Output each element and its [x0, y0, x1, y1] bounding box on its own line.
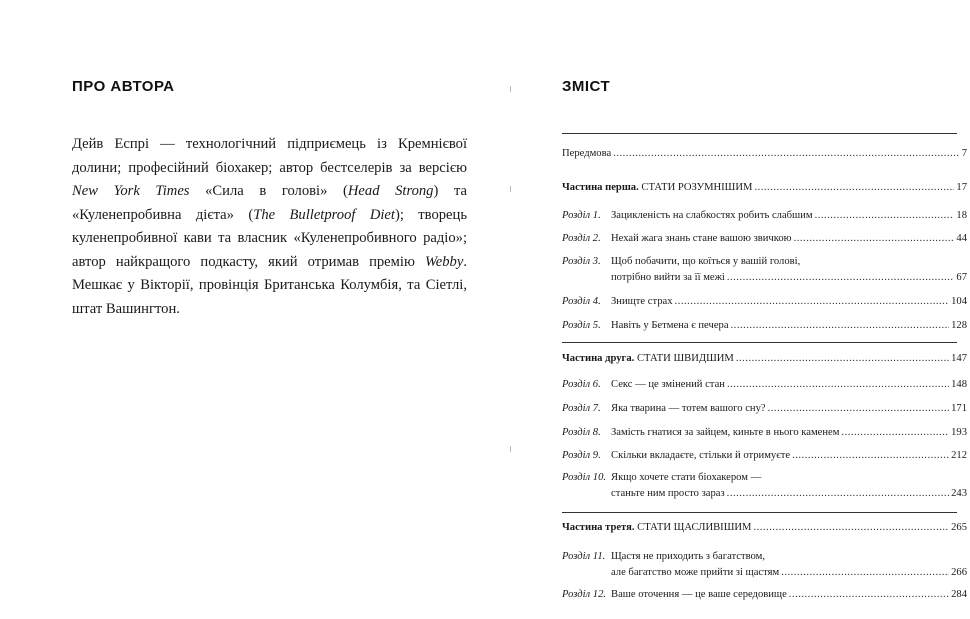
toc-title: Замість гнатися за зайцем, киньте в нього каменем [611, 427, 840, 438]
toc-page: 265 [951, 522, 967, 533]
toc-entry-ch2[interactable] [562, 232, 967, 246]
toc-label: Розділ 4. [562, 296, 601, 307]
leader-dots [727, 378, 949, 392]
toc-top-rule [562, 133, 957, 134]
toc-title: Щастя не приходить з багатством, [611, 551, 765, 562]
toc-label: Розділ 6. [562, 379, 601, 390]
leader-dots [815, 209, 955, 223]
part-prefix: Частина третя. [562, 522, 638, 533]
bio-nyt: New York Times [72, 183, 190, 199]
toc-title: Щоб побачити, що коїться у вашій голові, [611, 256, 801, 267]
leader-dots [792, 449, 949, 463]
toc-page: 104 [951, 296, 967, 307]
toc-label: Розділ 2. [562, 233, 601, 244]
part-prefix: Частина перша. [562, 182, 642, 193]
bio-text-2: «Сила в голові» ( [189, 183, 348, 199]
leader-dots [613, 147, 960, 161]
right-page [520, 0, 970, 619]
part-prefix: Частина друга. [562, 353, 637, 364]
toc-entry-part1[interactable] [562, 181, 967, 195]
toc-label: Розділ 5. [562, 320, 601, 331]
toc-page: 18 [956, 210, 967, 221]
leader-dots [754, 181, 954, 195]
toc-title: СТАТИ ШВИДШИМ [636, 353, 734, 364]
toc-label: Розділ 10. [562, 472, 607, 483]
leader-dots [789, 588, 949, 602]
leader-dots [753, 521, 949, 535]
leader-dots [727, 487, 949, 501]
toc-title: станьте ним просто зараз [611, 488, 725, 499]
bio-text-3: ) та «Куленепробивна дієта» ( [72, 183, 467, 223]
toc-entry-ch3-line2[interactable] [562, 271, 967, 285]
about-author-heading: ПРО АВТОРА [72, 78, 175, 95]
toc-label: Розділ 11. [562, 551, 606, 562]
leader-dots [731, 319, 950, 333]
toc-divider-1 [562, 342, 957, 343]
toc-page: 67 [956, 272, 967, 283]
leader-dots [675, 295, 950, 309]
toc-title: СТАТИ ЩАСЛИВІШИМ [637, 522, 752, 533]
toc-entry-ch11-line1[interactable] [562, 550, 967, 564]
contents-heading: ЗМІСТ [562, 78, 611, 95]
bio-webby: Webby [424, 253, 464, 270]
bio-bulletproof-diet: The Bulletproof Diet [253, 206, 395, 223]
toc-entry-ch8[interactable] [562, 426, 967, 440]
toc-label: Розділ 9. [562, 450, 601, 461]
toc-entry-ch6[interactable] [562, 378, 967, 392]
toc-page: 148 [951, 379, 967, 390]
toc-label: Розділ 12. [562, 589, 607, 600]
leader-dots [768, 402, 950, 416]
toc-entry-preface[interactable] [562, 147, 967, 161]
toc-label: Розділ 3. [562, 256, 601, 267]
toc-entry-ch1[interactable] [562, 209, 967, 223]
toc-entry-part3[interactable] [562, 521, 967, 535]
toc-title: Знищте страх [611, 296, 673, 307]
toc-label: Розділ 7. [562, 403, 601, 414]
toc-entry-ch4[interactable] [562, 295, 967, 309]
toc-entry-ch10-line1[interactable] [562, 471, 967, 485]
toc-entry-ch3-line1[interactable] [562, 255, 967, 269]
toc-title: Зацикленість на слабкостях робить слабшим [611, 210, 813, 221]
bio-text-1: Дейв Еспрі — технологічний підприємець із Кремнієвої долини; професійний біохакер; автор бестселерів за версією [72, 136, 467, 176]
toc-page: 147 [951, 353, 967, 364]
toc-label: Розділ 8. [562, 427, 601, 438]
leader-dots [727, 271, 955, 285]
bio-text-5: . Мешкає у Вікторії, провінція Британська Колумбія, та Сіетлі, штат Вашингтон. [72, 253, 467, 317]
toc-page: 44 [956, 233, 967, 244]
toc-entry-ch10-line2[interactable] [562, 487, 967, 501]
toc-label: Розділ 1. [562, 210, 601, 221]
bio-head-strong: Head Strong [347, 183, 434, 199]
toc-entry-ch7[interactable] [562, 402, 967, 416]
toc-title: Передмова [562, 148, 612, 159]
toc-page: 266 [951, 567, 967, 578]
toc-title: СТАТИ РОЗУМНІШИМ [641, 182, 753, 193]
toc-title: Навіть у Бетмена є печера [611, 320, 729, 331]
toc-page: 128 [951, 320, 967, 331]
toc-page: 284 [951, 589, 967, 600]
toc-page: 17 [956, 182, 967, 193]
author-bio [72, 133, 467, 321]
toc-entry-part2[interactable] [562, 352, 967, 366]
toc-title: Нехай жага знань стане вашою звичкою [611, 233, 792, 244]
toc-entry-ch9[interactable] [562, 449, 967, 463]
toc-page: 171 [951, 403, 967, 414]
toc-title: Яка тварина — тотем вашого сну? [611, 403, 766, 414]
toc-page: 7 [961, 148, 967, 159]
page-gutter [510, 0, 512, 619]
toc-divider-2 [562, 512, 957, 513]
toc-title: Секс — це змінений стан [611, 379, 725, 390]
leader-dots [736, 352, 949, 366]
toc-title: але багатство може прийти зі щастям [611, 567, 780, 578]
leader-dots [794, 232, 955, 246]
bio-text-4: ); творець куленепробивної кави та власник «Куленепробивного радіо»; автор найкращого подкасту, який отримав премію [72, 206, 467, 270]
toc-title: Ваше оточення — це ваше середовище [611, 589, 787, 600]
toc-title: Скільки вкладаєте, стільки й отримуєте [611, 450, 791, 461]
toc-title: Якщо хочете стати біохакером — [611, 472, 762, 483]
toc-page: 243 [951, 488, 967, 499]
toc-entry-ch5[interactable] [562, 319, 967, 333]
toc-entry-ch12[interactable] [562, 588, 967, 602]
toc-page: 193 [951, 427, 967, 438]
toc-entry-ch11-line2[interactable] [562, 566, 967, 580]
toc-title: потрібно вийти за її межі [611, 272, 725, 283]
toc-page: 212 [951, 450, 967, 461]
leader-dots [841, 426, 949, 440]
leader-dots [781, 566, 949, 580]
